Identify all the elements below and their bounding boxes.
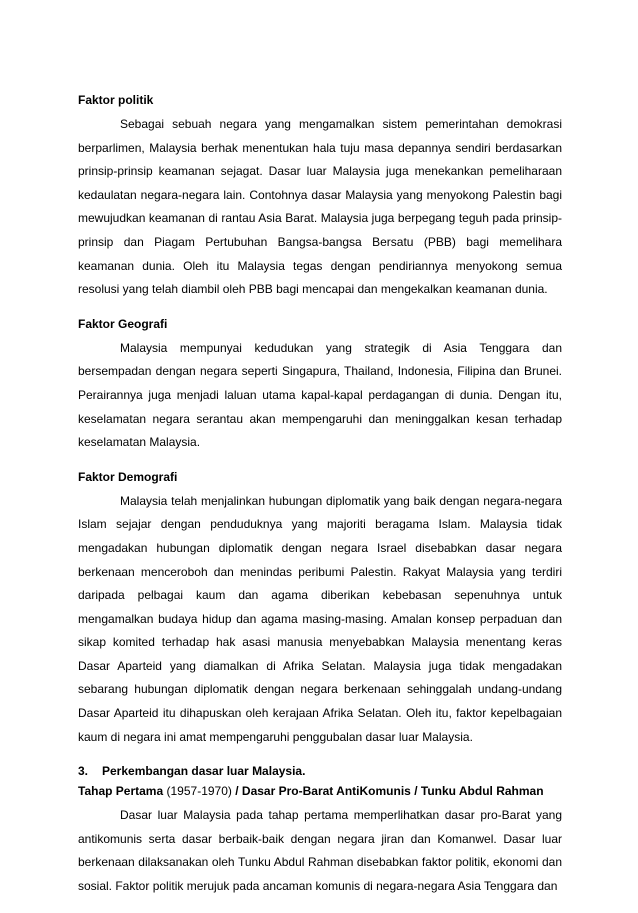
stage-leader: Tunku Abdul Rahman (420, 784, 544, 799)
heading-number: 3. (78, 764, 89, 779)
section-heading: Faktor Demografi (78, 469, 178, 484)
stage-policy: Dasar Pro-Barat AntiKomunis (241, 784, 411, 799)
section-faktor-politik (78, 92, 562, 302)
section-faktor-demografi (78, 469, 562, 750)
stage-separator: / (414, 784, 418, 799)
section-heading: Faktor Geografi (78, 316, 168, 331)
stage-label: Tahap Pertama (78, 784, 164, 799)
section-faktor-geografi (78, 316, 562, 455)
section-paragraph: Malaysia mempunyai kedudukan yang strategik di Asia Tenggara dan bersempadan dengan negara seperti Singapura, Thailand, Indonesia, Filipina dan Brunei. Perairannya juga menjadi laluan utama kapal-kapal perdagangan di dunia. Dengan itu, keselamatan negara serantau akan mempengaruhi dan meninggalkan kesan terhadap keselamatan Malaysia. (78, 340, 562, 450)
section-heading: Faktor politik (78, 93, 154, 107)
document-page (78, 92, 562, 913)
stage-years: (1957-1970) (166, 784, 232, 799)
heading-title: Perkembangan dasar luar Malaysia. (102, 764, 306, 779)
section-perkembangan (78, 763, 562, 898)
stage-separator: / (235, 784, 239, 799)
stage-line (78, 783, 562, 800)
numbered-heading (78, 763, 562, 780)
section-paragraph: Sebagai sebuah negara yang mengamalkan sistem pemerintahan demokrasi berparlimen, Malaysia berhak menentukan hala tuju masa depannya sendiri berdasarkan prinsip-prinsip keamanan sejagat. Dasar luar Malaysia juga menekankan pemeliharaan kedaulatan negara-negara lain. Contohnya dasar Malaysia yang menyokong Palestin bagi mewujudkan keamanan di rantau Asia Barat. Malaysia juga berpegang teguh pada prinsip-prinsip dan Piagam Pertubuhan Bangsa-bangsa Bersatu (PBB) bagi memelihara keamanan dunia. Oleh itu Malaysia tegas dengan pendiriannya menyokong semua resolusi yang telah diambil oleh PBB bagi mencapai dan mengekalkan keamanan dunia. (78, 117, 562, 297)
section-paragraph: Malaysia telah menjalinkan hubungan diplomatik yang baik dengan negara-negara Islam sejajar dengan penduduknya yang majoriti beragama Islam. Malaysia tidak mengadakan hubungan diplomatik dengan negara Israel disebabkan dasar negara berkenaan menceroboh dan menindas peribumi Palestin. Rakyat Malaysia yang terdiri daripada pelbagai kaum dan agama diberikan kebebasan sepenuhnya untuk mengamalkan budaya hidup dan agama masing-masing. Amalan konsep perpaduan dan sikap komited terhadap hak asasi manusia menyebabkan Malaysia menentang keras Dasar Aparteid yang diamalkan di Afrika Selatan. Malaysia juga tidak mengadakan sebarang hubungan diplomatik dengan negara berkenaan sehinggalah undang-undang Dasar Aparteid itu dihapuskan oleh kerajaan Afrika Selatan. Oleh itu, faktor kepelbagaian kaum di negara ini amat mempengaruhi penggubalan dasar luar Malaysia. (78, 493, 562, 744)
section-paragraph: Dasar luar Malaysia pada tahap pertama memperlihatkan dasar pro-Barat yang antikomunis serta dasar berbaik-baik dengan negara jiran dan Komanwel. Dasar luar berkenaan dilaksanakan oleh Tunku Abdul Rahman disebabkan faktor politik, ekonomi dan sosial. Faktor politik merujuk pada ancaman komunis di negara-negara Asia Tenggara dan (78, 808, 562, 894)
